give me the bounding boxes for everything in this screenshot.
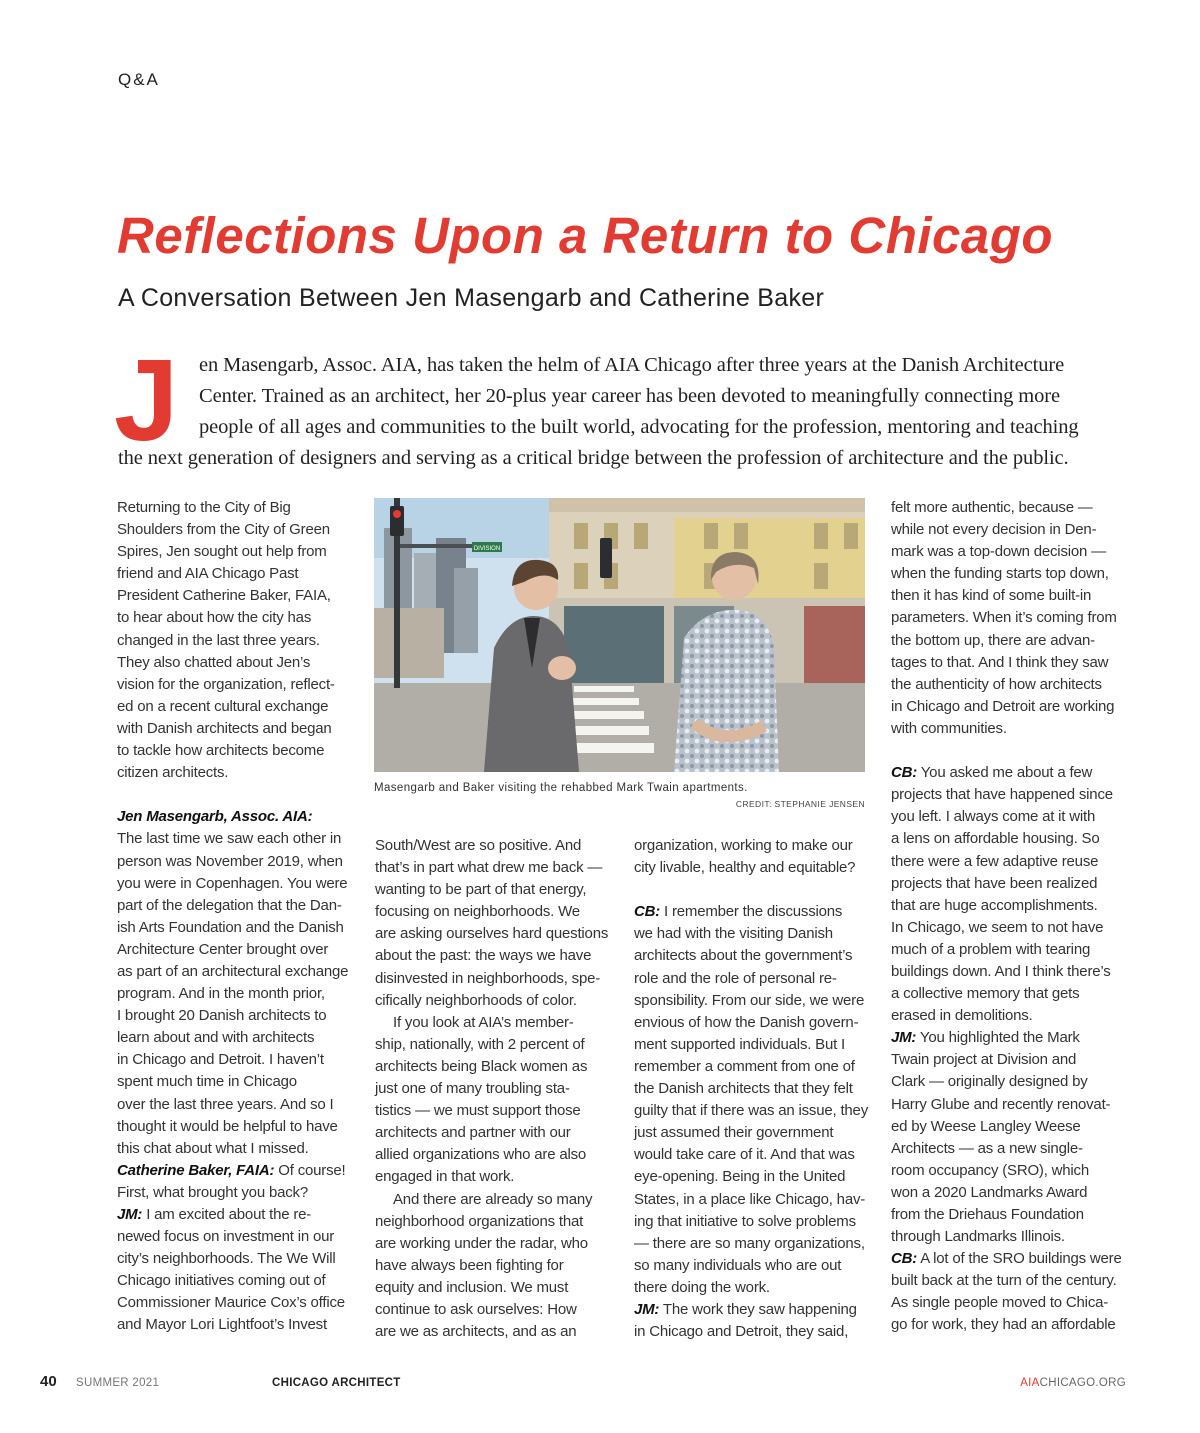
text-line	[117, 1160, 357, 1182]
text-line: I brought 20 Danish architects to	[117, 1007, 327, 1025]
text-line: architects about the government’s	[634, 947, 853, 965]
text-line: are asking ourselves hard questions	[375, 925, 609, 943]
text-line: As single people moved to Chica-	[891, 1294, 1109, 1312]
text-line: built back at the turn of the century.	[891, 1272, 1117, 1290]
text-line: learn about and with architects	[117, 1029, 315, 1047]
speaker-label-jm: JM:	[634, 1300, 660, 1318]
text-line: we had with the visiting Danish	[634, 925, 833, 943]
text-line: that are huge accomplishments.	[891, 896, 1098, 914]
text-line: about the past: the ways we have	[375, 947, 592, 965]
text-line	[634, 1299, 874, 1321]
text-line: tages to that. And I think they saw	[891, 653, 1109, 671]
drop-cap: J	[114, 335, 179, 465]
text-line: a lens on affordable housing. So	[891, 830, 1100, 848]
text-line: ing that initiative to solve problems	[634, 1212, 856, 1230]
intro-line-4: the next generation of designers and serving as a critical bridge between the profession of architecture and the public.	[118, 447, 1069, 469]
article-photo	[374, 498, 865, 772]
text-line: to tackle how architects become	[117, 742, 325, 760]
text-line: engaged in that work.	[375, 1168, 515, 1186]
text-line: ish Arts Foundation and the Danish	[117, 918, 344, 936]
text-line: guilty that if there was an issue, they	[634, 1102, 868, 1120]
text-line: would take care of it. And that was	[634, 1146, 855, 1164]
text-line: are we as architects, and as an	[375, 1323, 577, 1341]
text-line: eye-opening. Being in the United	[634, 1168, 846, 1186]
text-line: Harry Glube and recently renovat-	[891, 1095, 1111, 1113]
text-line: The last time we saw each other in	[117, 830, 342, 848]
street-scene-illustration	[374, 498, 865, 772]
text-line: President Catherine Baker, FAIA,	[117, 587, 331, 605]
text-line: sponsibility. From our side, we were	[634, 991, 865, 1009]
text-line: And there are already so many	[393, 1190, 593, 1208]
column-4	[891, 497, 1131, 1337]
text-line: Chicago initiatives coming out of	[117, 1272, 326, 1290]
text-line: person was November 2019, when	[117, 852, 343, 870]
text-line: with communities.	[891, 719, 1007, 737]
text-line	[634, 901, 874, 923]
column-2	[375, 835, 615, 1343]
text-line: parameters. When it’s coming from	[891, 609, 1117, 627]
text-run: I remember the discussions	[660, 903, 843, 921]
text-line: so many individuals who are out	[634, 1256, 842, 1274]
text-line: have always been fighting for	[375, 1256, 564, 1274]
intro-line-2: Center. Trained as an architect, her 20-plus year career has been devoted to meaningfully connecting more	[199, 385, 1061, 407]
text-line: there were a few adaptive reuse	[891, 852, 1099, 870]
text-line: thought it would be helpful to have	[117, 1117, 338, 1135]
text-line: States, in a place like Chicago, hav-	[634, 1190, 866, 1208]
text-line: organization, working to make our	[634, 837, 853, 854]
text-line: newed focus on investment in our	[117, 1228, 335, 1246]
text-line: equity and inclusion. We must	[375, 1278, 569, 1296]
text-line: go for work, they had an affordable	[891, 1316, 1116, 1334]
text-line: remember a comment from one of	[634, 1057, 855, 1075]
text-line: architects and partner with our	[375, 1124, 571, 1142]
text-line: role and the role of personal re-	[634, 969, 837, 987]
text-line: continue to ask ourselves: How	[375, 1300, 577, 1318]
text-line: in Chicago and Detroit are working	[891, 697, 1115, 715]
text-line: and Mayor Lori Lightfoot’s Invest	[117, 1316, 327, 1334]
website-domain: CHICAGO.ORG	[1039, 1377, 1126, 1389]
text-line: to hear about how the city has	[117, 609, 312, 627]
text-line: you were in Copenhagen. You were	[117, 874, 348, 892]
article-subtitle: A Conversation Between Jen Masengarb and Catherine Baker	[118, 284, 825, 312]
text-line: cifically neighborhoods of color.	[375, 991, 577, 1009]
issue-date: SUMMER 2021	[76, 1377, 160, 1389]
text-line: ed on a recent cultural exchange	[117, 697, 329, 715]
text-line: city livable, healthy and equitable?	[634, 859, 856, 877]
photo-credit: CREDIT: STEPHANIE JENSEN	[735, 799, 865, 809]
text-line: architects being Black women as	[375, 1057, 588, 1075]
text-line: Architecture Center brought over	[117, 940, 329, 958]
speaker-label-cb: Catherine Baker, FAIA:	[117, 1161, 275, 1179]
text-run: You asked me about a few	[917, 764, 1093, 782]
text-line: projects that have been realized	[891, 874, 1098, 892]
text-line	[891, 1027, 1131, 1049]
text-line: much of a problem with tearing	[891, 940, 1091, 958]
text-line: South/West are so positive. And	[375, 837, 582, 854]
text-line	[891, 762, 1131, 784]
text-line: the Danish architects that they felt	[634, 1080, 853, 1098]
website-prefix: AIA	[1020, 1377, 1040, 1389]
text-line: vision for the organization, reflect-	[117, 675, 335, 693]
text-line: Clark — originally designed by	[891, 1073, 1088, 1091]
text-line: tistics — we must support those	[375, 1102, 581, 1120]
text-line: spent much time in Chicago	[117, 1073, 297, 1091]
text-line: projects that have happened since	[891, 786, 1113, 804]
text-line: city’s neighborhoods. The We Will	[117, 1250, 336, 1268]
article-title: Reflections Upon a Return to Chicago	[117, 207, 1054, 264]
text-line: citizen architects.	[117, 764, 229, 782]
text-line: part of the delegation that the Dan-	[117, 896, 342, 914]
text-line: that’s in part what drew me back —	[375, 859, 603, 877]
intro-line-1: en Masengarb, Assoc. AIA, has taken the helm of AIA Chicago after three years at the Danish Architecture	[199, 354, 1065, 376]
text-line: just assumed their government	[634, 1124, 834, 1142]
text-line	[891, 1248, 1131, 1270]
text-run: I am excited about the re-	[142, 1206, 312, 1223]
text-line: over the last three years. And so I	[117, 1095, 334, 1113]
text-line: there doing the work.	[634, 1278, 770, 1296]
text-line	[117, 1204, 357, 1226]
text-line: room occupancy (SRO), which	[891, 1161, 1090, 1179]
text-line: envious of how the Danish govern-	[634, 1013, 859, 1031]
text-line: a collective memory that gets	[891, 985, 1080, 1003]
speaker-label-jm: Jen Masengarb, Assoc. AIA:	[117, 808, 313, 826]
text-line: Architects — as a new single-	[891, 1139, 1083, 1157]
text-line: erased in demolitions.	[891, 1007, 1033, 1025]
website-link[interactable]	[1020, 1377, 1126, 1389]
text-line: through Landmarks Illinois.	[891, 1228, 1065, 1246]
text-line: then it has kind of some built-in	[891, 587, 1092, 605]
text-line: are working under the radar, who	[375, 1234, 588, 1252]
text-line: neighborhood organizations that	[375, 1212, 584, 1230]
text-line: Shoulders from the City of Green	[117, 521, 330, 539]
text-line: in Chicago and Detroit, they said,	[634, 1323, 849, 1341]
text-line: this chat about what I missed.	[117, 1139, 309, 1157]
text-line: from the Driehaus Foundation	[891, 1206, 1084, 1223]
text-line: Returning to the City of Big	[117, 499, 291, 516]
text-line: ed by Weese Langley Weese	[891, 1117, 1081, 1135]
text-line: when the funding starts top down,	[891, 565, 1109, 583]
text-line: friend and AIA Chicago Past	[117, 565, 299, 583]
text-line: Spires, Jen sought out help from	[117, 543, 327, 561]
text-line: you left. I always come at it with	[891, 808, 1096, 826]
text-line: buildings down. And I think there’s	[891, 962, 1111, 980]
text-line: won a 2020 Landmarks Award	[891, 1183, 1088, 1201]
text-line: If you look at AIA’s member-	[393, 1013, 574, 1031]
text-line: focusing on neighborhoods. We	[375, 903, 580, 921]
text-line: with Danish architects and began	[117, 719, 332, 737]
page-number: 40	[40, 1373, 57, 1390]
speaker-label-cb: CB:	[891, 764, 918, 782]
text-line: as part of an architectural exchange	[117, 962, 349, 980]
text-run: A lot of the SRO buildings were	[917, 1250, 1122, 1268]
magazine-name: CHICAGO ARCHITECT	[272, 1377, 401, 1389]
speaker-label-cb: CB:	[891, 1250, 918, 1268]
speaker-label-cb: CB:	[634, 903, 661, 921]
text-line: They also chatted about Jen’s	[117, 653, 311, 671]
text-line: ment supported individuals. But I	[634, 1035, 846, 1053]
text-line: mark was a top-down decision —	[891, 543, 1106, 561]
speaker-label-jm: JM:	[117, 1206, 143, 1223]
section-label: Q&A	[118, 70, 160, 89]
text-line: just one of many troubling sta-	[375, 1080, 570, 1098]
text-line: Commissioner Maurice Cox’s office	[117, 1294, 345, 1312]
text-run: You highlighted the Mark	[916, 1029, 1080, 1047]
text-line: the authenticity of how architects	[891, 675, 1102, 693]
text-line: changed in the last three years.	[117, 631, 320, 649]
text-line: the bottom up, there are advan-	[891, 631, 1095, 649]
text-line: program. And in the month prior,	[117, 985, 325, 1003]
text-line: ship, nationally, with 2 percent of	[375, 1035, 585, 1053]
text-line: First, what brought you back?	[117, 1183, 308, 1201]
text-line: disinvested in neighborhoods, spe-	[375, 969, 601, 987]
text-line: wanting to be part of that energy,	[375, 881, 587, 899]
text-line: In Chicago, we seem to not have	[891, 918, 1104, 936]
street-sign-text: DIVISION	[473, 546, 501, 552]
column-3	[634, 835, 874, 1343]
text-run: Of course!	[274, 1161, 346, 1179]
photo-caption: Masengarb and Baker visiting the rehabbed Mark Twain apartments.	[374, 782, 748, 794]
text-line: while not every decision in Den-	[891, 521, 1097, 539]
column-1	[117, 497, 357, 1337]
text-line: allied organizations who are also	[375, 1146, 587, 1164]
text-line: — there are so many organizations,	[634, 1234, 865, 1252]
text-run: The work they saw happening	[659, 1300, 857, 1318]
speaker-label-jm: JM:	[891, 1029, 917, 1047]
intro-line-3: people of all ages and communities to the built world, advocating for the profession, mentoring and teaching	[199, 416, 1079, 438]
text-line: in Chicago and Detroit. I haven’t	[117, 1051, 324, 1069]
text-line: Twain project at Division and	[891, 1051, 1077, 1069]
text-line: felt more authentic, because —	[891, 499, 1093, 516]
